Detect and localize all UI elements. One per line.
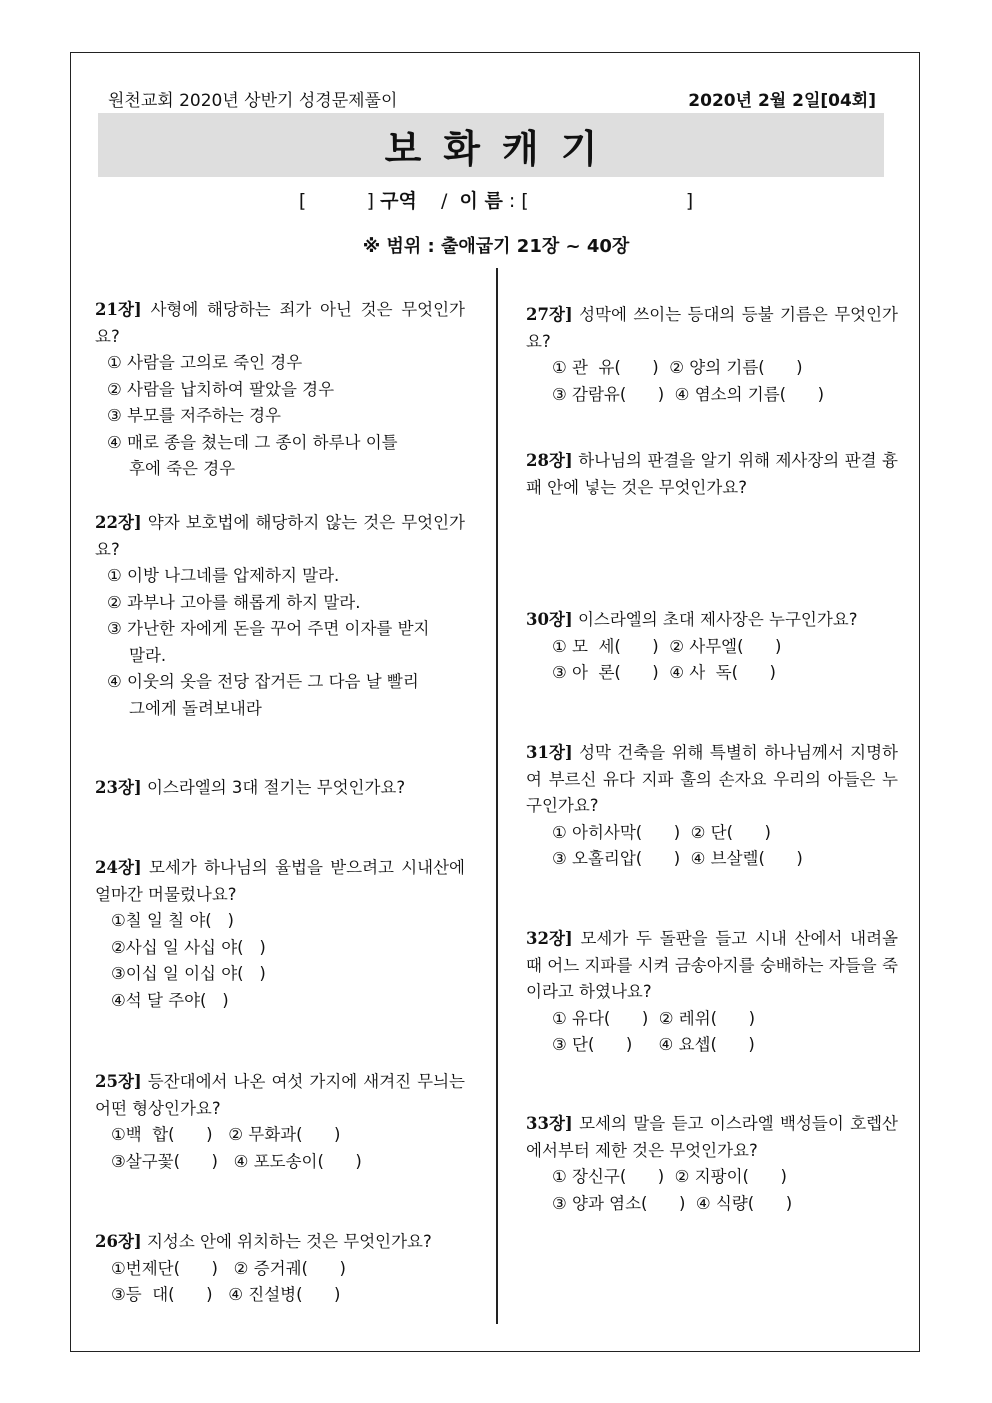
title-band bbox=[98, 113, 884, 177]
option[interactable]: ① 이방 나그네를 압제하지 말라. bbox=[107, 566, 340, 585]
question-33 bbox=[526, 1111, 898, 1217]
question-stem bbox=[95, 775, 465, 802]
option-continuation: 말라. bbox=[129, 645, 167, 665]
chapter-label: 31장] bbox=[526, 743, 573, 762]
option[interactable]: ③ 부모를 저주하는 경우 bbox=[107, 406, 281, 425]
option-row[interactable]: ③ 양과 염소( ) ④ 식량( ) bbox=[552, 1193, 793, 1213]
option-row[interactable]: ③ 오홀리압( ) ④ 브살렐( ) bbox=[552, 849, 803, 868]
question-stem bbox=[526, 740, 898, 820]
option-list bbox=[526, 634, 898, 687]
name-field-line bbox=[0, 186, 992, 213]
option[interactable]: ④석 달 주야( ) bbox=[111, 990, 229, 1010]
option-row[interactable]: ① 유다( ) ② 레위( ) bbox=[552, 1008, 756, 1028]
option-row[interactable]: ① 모 세( ) ② 사무엘( ) bbox=[552, 636, 782, 656]
option[interactable]: ② 사람을 납치하여 팔았을 경우 bbox=[107, 379, 335, 399]
separator: / bbox=[416, 190, 460, 212]
option-row[interactable]: ① 관 유( ) ② 양의 기름( ) bbox=[552, 358, 803, 377]
header-church-title: 원천교회 2020년 상반기 성경문제풀이 bbox=[108, 91, 398, 111]
question-text: 등잔대에서 나온 여섯 가지에 새겨진 무늬는 어떤 형상인가요? bbox=[95, 1072, 465, 1118]
option[interactable]: ③ 가난한 자에게 돈을 꾸어 주면 이자를 받지 bbox=[107, 619, 430, 638]
chapter-label: 26장] bbox=[95, 1232, 142, 1251]
option[interactable]: ④ 이웃의 옷을 전당 잡거든 그 다음 날 빨리 bbox=[107, 672, 419, 691]
option-continuation: 후에 죽은 경우 bbox=[129, 459, 236, 478]
option-row[interactable]: ① 장신구( ) ② 지팡이( ) bbox=[552, 1167, 787, 1186]
question-21 bbox=[95, 297, 465, 483]
chapter-label: 28장] bbox=[526, 451, 573, 470]
chapter-label: 32장] bbox=[526, 929, 573, 948]
question-text: 지성소 안에 위치하는 것은 무엇인가요? bbox=[141, 1232, 432, 1251]
chapter-label: 22장] bbox=[95, 513, 142, 532]
option[interactable]: ②사십 일 사십 야( ) bbox=[111, 937, 266, 957]
option-row[interactable]: ③등 대( ) ④ 진설병( ) bbox=[111, 1285, 341, 1304]
question-stem bbox=[526, 926, 898, 1006]
option-row[interactable]: ①번제단( ) ② 증거궤( ) bbox=[111, 1258, 346, 1278]
option-row[interactable]: ③살구꽃( ) ④ 포도송이( ) bbox=[111, 1151, 362, 1171]
option-list bbox=[95, 908, 465, 1014]
column-divider bbox=[496, 268, 498, 1324]
question-text: 모세의 말을 듣고 이스라엘 백성들이 호렙산에서부터 제한 것은 무엇인가요? bbox=[526, 1114, 898, 1160]
question-28 bbox=[526, 448, 898, 501]
question-30 bbox=[526, 607, 898, 687]
question-31 bbox=[526, 740, 898, 873]
chapter-label: 30장] bbox=[526, 610, 573, 629]
option-list bbox=[95, 563, 465, 722]
question-stem bbox=[95, 297, 465, 350]
option-list bbox=[95, 1256, 465, 1309]
question-text: 약자 보호법에 해당하지 않는 것은 무엇인가요? bbox=[95, 513, 465, 559]
range-note: ※ 범위 : 출애굽기 21장 ~ 40장 bbox=[362, 236, 630, 257]
question-22 bbox=[95, 510, 465, 722]
option-list bbox=[526, 1164, 898, 1217]
question-stem bbox=[526, 302, 898, 355]
question-stem bbox=[526, 448, 898, 501]
question-26 bbox=[95, 1229, 465, 1309]
chapter-label: 24장] bbox=[95, 858, 142, 877]
page-title: 보화캐기 bbox=[384, 126, 620, 171]
option[interactable]: ①칠 일 칠 야( ) bbox=[111, 911, 234, 930]
question-24 bbox=[95, 855, 465, 1014]
question-stem bbox=[95, 1229, 465, 1256]
question-23 bbox=[95, 775, 465, 802]
question-stem bbox=[526, 607, 898, 634]
option[interactable]: ④ 매로 종을 쳤는데 그 종이 하루나 이틀 bbox=[107, 432, 398, 452]
area-label: 구역 bbox=[380, 190, 417, 212]
question-25 bbox=[95, 1069, 465, 1175]
chapter-label: 33장] bbox=[526, 1114, 573, 1133]
question-text: 모세가 두 돌판을 들고 시내 산에서 내려올 때 어느 지파를 시켜 금송아지를 숭배하는 자들을 죽이라고 하였나요? bbox=[526, 929, 898, 1001]
name-label: 이 름 bbox=[459, 190, 503, 212]
option-list bbox=[95, 1122, 465, 1175]
question-text: 하나님의 판결을 알기 위해 제사장의 판결 흉패 안에 넣는 것은 무엇인가요? bbox=[526, 451, 898, 497]
option[interactable]: ① 사람을 고의로 죽인 경우 bbox=[107, 353, 303, 372]
chapter-label: 23장] bbox=[95, 778, 142, 797]
question-stem bbox=[95, 510, 465, 563]
option-row[interactable]: ①백 합( ) ② 무화과( ) bbox=[111, 1125, 341, 1144]
question-text: 사형에 해당하는 죄가 아닌 것은 무엇인가요? bbox=[95, 300, 465, 346]
question-text: 모세가 하나님의 율법을 받으려고 시내산에 얼마간 머물렀나요? bbox=[95, 858, 465, 904]
area-blank[interactable]: [ ] bbox=[298, 190, 381, 212]
option-row[interactable]: ③ 감람유( ) ④ 염소의 기름( ) bbox=[552, 384, 825, 404]
question-stem bbox=[526, 1111, 898, 1164]
option-row[interactable]: ③ 아 론( ) ④ 사 독( ) bbox=[552, 663, 776, 682]
option-list bbox=[526, 1006, 898, 1059]
chapter-label: 25장] bbox=[95, 1072, 142, 1091]
question-text: 이스라엘의 3대 절기는 무엇인가요? bbox=[141, 778, 406, 797]
question-stem bbox=[95, 855, 465, 908]
question-27 bbox=[526, 302, 898, 408]
name-blank[interactable]: : [ ] bbox=[502, 190, 694, 212]
question-text: 성막에 쓰이는 등대의 등불 기름은 무엇인가요? bbox=[526, 305, 898, 351]
question-stem bbox=[95, 1069, 465, 1122]
option[interactable]: ② 과부나 고아를 해롭게 하지 말라. bbox=[107, 592, 361, 612]
chapter-label: 27장] bbox=[526, 305, 573, 324]
option-list bbox=[526, 355, 898, 408]
question-32 bbox=[526, 926, 898, 1059]
option-row[interactable]: ① 아히사막( ) ② 단( ) bbox=[552, 822, 771, 842]
option-continuation: 그에게 돌려보내라 bbox=[129, 698, 262, 718]
question-text: 성막 건축을 위해 특별히 하나님께서 지명하여 부르신 유다 지파 훌의 손자요 우리의 아들은 누구인가요? bbox=[526, 743, 898, 815]
option-list bbox=[95, 350, 465, 483]
chapter-label: 21장] bbox=[95, 300, 142, 319]
option-row[interactable]: ③ 단( ) ④ 요셉( ) bbox=[552, 1035, 755, 1054]
option-list bbox=[526, 820, 898, 873]
question-text: 이스라엘의 초대 제사장은 누구인가요? bbox=[572, 610, 858, 629]
header-date: 2020년 2월 2일[04회] bbox=[688, 91, 876, 111]
option[interactable]: ③이십 일 이십 야( ) bbox=[111, 964, 266, 983]
